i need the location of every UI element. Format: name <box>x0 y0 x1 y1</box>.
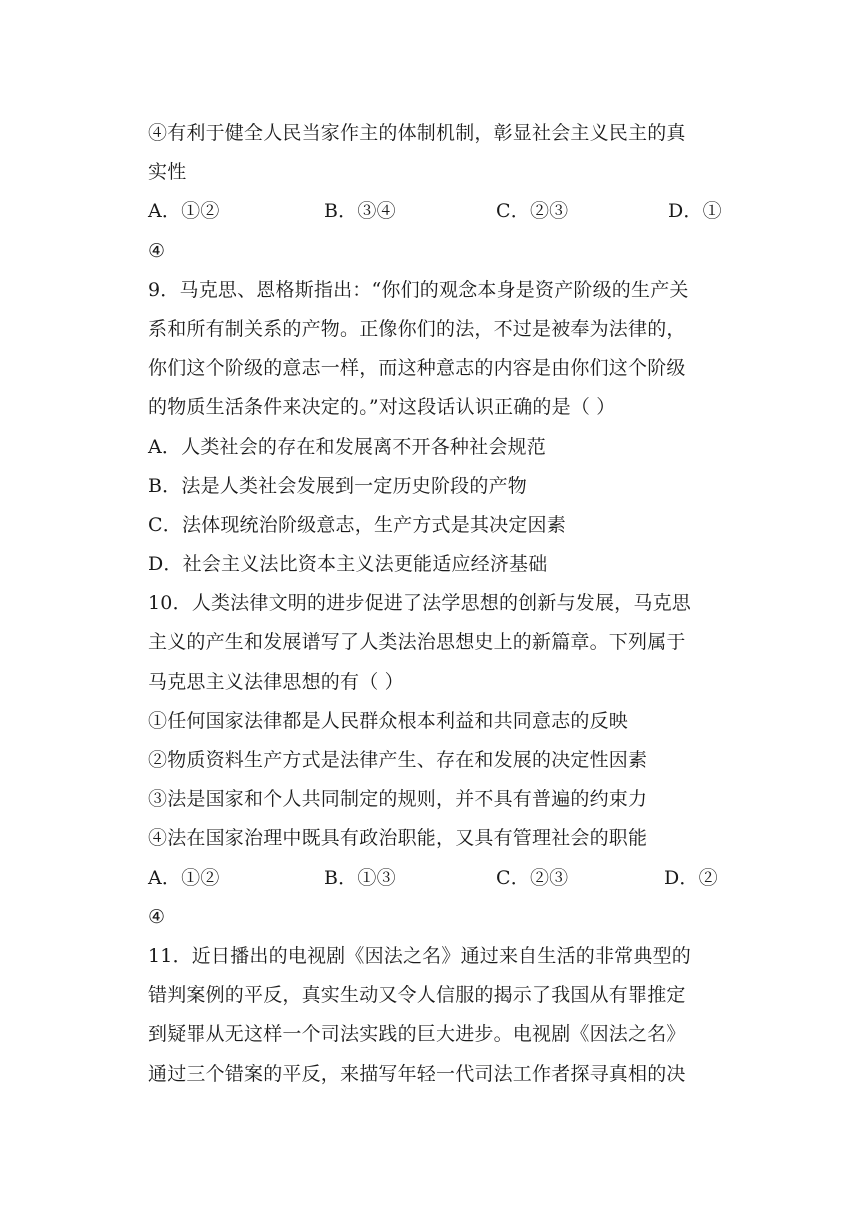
q11-stem-line-1: 11．近日播出的电视剧《因法之名》通过来自生活的非常典型的 <box>148 944 691 967</box>
document-page <box>148 114 722 1094</box>
q8-option-d-wrap: ④ <box>148 239 166 262</box>
q10-stem-line-2: 主义的产生和发展谱写了人类法治思想史上的新篇章。下列属于 <box>148 631 686 654</box>
q11-stem-line-2: 错判案例的平反，真实生动又令人信服的揭示了我国从有罪推定 <box>148 984 686 1007</box>
q9-option-b: B．法是人类社会发展到一定历史阶段的产物 <box>148 474 527 497</box>
q8-option-c: C．②③ <box>496 200 569 223</box>
q8-option-a: A．①② <box>148 200 220 223</box>
q8-option-d: D．① <box>668 200 722 223</box>
q9-option-a: A．人类社会的存在和发展离不开各种社会规范 <box>148 435 546 458</box>
q10-option-c: C．②③ <box>496 866 569 889</box>
q10-option-d-wrap: ④ <box>148 905 166 928</box>
q10-option-a: A．①② <box>148 866 220 889</box>
q8-item-4-line-2: 实性 <box>148 161 187 184</box>
q8-item-4-line-1: ④有利于健全人民当家作主的体制机制，彰显社会主义民主的真 <box>148 122 686 144</box>
q10-option-b: B．①③ <box>324 866 396 889</box>
q10-item-3: ③法是国家和个人共同制定的规则，并不具有普遍的约束力 <box>148 788 648 811</box>
q11-stem-line-3: 到疑罪从无这样一个司法实践的巨大进步。电视剧《因法之名》 <box>148 1023 686 1046</box>
q10-item-1: ①任何国家法律都是人民群众根本利益和共同意志的反映 <box>148 709 629 732</box>
q8-option-b: B．③④ <box>324 200 396 223</box>
q11-stem-line-4: 通过三个错案的平反，来描写年轻一代司法工作者探寻真相的决 <box>148 1062 686 1085</box>
q9-option-d: D．社会主义法比资本主义法更能适应经济基础 <box>148 553 548 576</box>
q9-stem-line-4: 的物质生活条件来决定的。”对这段话认识正确的是（ ） <box>148 396 616 419</box>
q9-stem-line-2: 系和所有制关系的产物。正像你们的法，不过是被奉为法律的， <box>148 317 686 340</box>
q10-options-row <box>148 859 718 898</box>
q10-item-4: ④法在国家治理中既具有政治职能，又具有管理社会的职能 <box>148 827 648 850</box>
q9-option-c: C．法体现统治阶级意志，生产方式是其决定因素 <box>148 513 566 536</box>
q10-item-2: ②物质资料生产方式是法律产生、存在和发展的决定性因素 <box>148 749 648 771</box>
q10-stem-line-1: 10．人类法律文明的进步促进了法学思想的创新与发展，马克思 <box>148 592 691 615</box>
q10-stem-line-3: 马克思主义法律思想的有（ ） <box>148 670 404 693</box>
q9-stem-line-1: 9．马克思、恩格斯指出：“你们的观念本身是资产阶级的生产关 <box>148 278 689 301</box>
q10-option-d: D．② <box>664 866 718 889</box>
q9-stem-line-3: 你们这个阶级的意志一样，而这种意志的内容是由你们这个阶级 <box>148 357 686 380</box>
q8-options-row <box>148 192 722 231</box>
